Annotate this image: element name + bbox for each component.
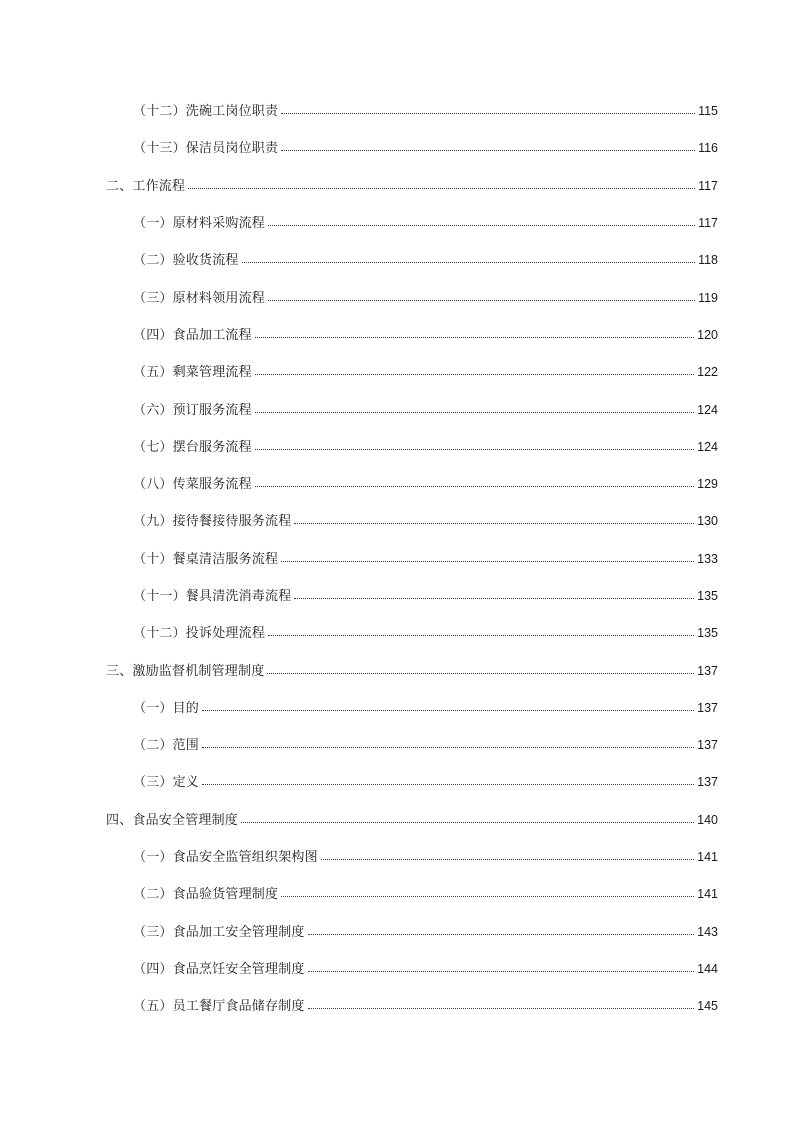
- toc-entry-line: [133, 699, 718, 718]
- toc-page-number: 135: [697, 589, 718, 603]
- toc-dot-leader: [294, 598, 694, 599]
- toc-entry-title: （九）接待餐接待服务流程: [133, 514, 292, 530]
- toc-entry-line: [133, 848, 718, 867]
- toc-page-number: 124: [697, 439, 718, 454]
- toc-entry-title: （五）剩菜管理流程: [133, 365, 252, 381]
- toc-entry-title: 四、食品安全管理制度: [106, 812, 239, 828]
- toc-dot-leader: [255, 486, 694, 487]
- toc-entry-line: [133, 214, 718, 233]
- toc-dot-leader: [308, 1008, 695, 1009]
- toc-dot-leader: [321, 859, 694, 860]
- toc-page-number: 118: [698, 253, 718, 268]
- toc-entry-line: [133, 475, 718, 494]
- toc-entry-line: [133, 923, 718, 942]
- toc-entry-line: [133, 773, 718, 792]
- toc-entry-line: [133, 736, 718, 755]
- toc-entry[interactable]: [0, 130, 793, 167]
- toc-entry-line: [133, 102, 718, 121]
- toc-dot-leader: [255, 412, 694, 413]
- toc-page-number: 129: [697, 477, 718, 492]
- toc-dot-leader: [281, 113, 695, 114]
- toc-entry[interactable]: [0, 727, 793, 764]
- toc-entry-line: [133, 960, 718, 979]
- toc-entry-title: （二）验收货流程: [133, 253, 239, 269]
- toc-entry[interactable]: [0, 168, 793, 205]
- toc-page-number: 137: [697, 700, 718, 715]
- toc-entry-title: （三）食品加工安全管理制度: [133, 924, 305, 940]
- toc-entry-title: （十一）餐具清洗消毒流程: [133, 589, 292, 604]
- toc-entry-title: （十二）洗碗工岗位职责: [133, 104, 279, 120]
- toc-entry[interactable]: [0, 466, 793, 503]
- toc-page-number: 145: [697, 999, 718, 1014]
- toc-entry[interactable]: [0, 951, 793, 988]
- toc-entry-line: [133, 587, 718, 606]
- table-of-contents: [0, 93, 793, 1025]
- toc-entry[interactable]: [0, 690, 793, 727]
- toc-dot-leader: [202, 747, 694, 748]
- toc-page-number: 137: [697, 663, 718, 678]
- toc-page-number: 141: [697, 887, 718, 902]
- toc-dot-leader: [281, 896, 694, 897]
- toc-entry-title: （三）定义: [133, 775, 200, 791]
- toc-entry-title: 三、激励监督机制管理制度: [106, 663, 265, 679]
- toc-entry-title: （一）食品安全监管组织架构图: [133, 850, 318, 866]
- toc-entry-title: （八）传菜服务流程: [133, 477, 252, 493]
- toc-page-number: 117: [698, 216, 718, 231]
- toc-entry[interactable]: [0, 914, 793, 951]
- toc-entry-line: [133, 438, 718, 457]
- toc-entry[interactable]: [0, 279, 793, 316]
- toc-entry-line: [133, 401, 718, 420]
- toc-page-number: 144: [697, 961, 718, 976]
- toc-entry[interactable]: [0, 93, 793, 130]
- toc-dot-leader: [294, 523, 694, 524]
- toc-page-number: 124: [697, 402, 718, 417]
- toc-entry-title: （一）目的: [133, 700, 200, 716]
- toc-entry-title: （四）食品加工流程: [133, 327, 252, 343]
- toc-dot-leader: [202, 784, 694, 785]
- toc-entry-line: [133, 326, 718, 345]
- toc-dot-leader: [255, 449, 694, 450]
- toc-entry-title: 二、工作流程: [106, 178, 186, 194]
- toc-entry-title: （三）原材料领用流程: [133, 290, 266, 306]
- toc-entry[interactable]: [0, 354, 793, 391]
- toc-page-number: 140: [697, 812, 718, 827]
- toc-dot-leader: [241, 822, 694, 823]
- toc-page-number: 117: [698, 178, 718, 193]
- toc-entry[interactable]: [0, 317, 793, 354]
- toc-entry-title: （五）员工餐厅食品储存制度: [133, 999, 305, 1015]
- toc-dot-leader: [202, 710, 694, 711]
- toc-dot-leader: [308, 934, 695, 935]
- toc-entry-line: [106, 662, 718, 681]
- toc-page-number: 143: [697, 924, 718, 939]
- toc-page-number: 116: [698, 141, 718, 156]
- toc-entry-line: [133, 139, 718, 158]
- toc-dot-leader: [281, 561, 694, 562]
- toc-entry-line: [106, 177, 718, 196]
- toc-entry-title: （四）食品烹饪安全管理制度: [133, 961, 305, 977]
- toc-entry-title: （十）餐桌清洁服务流程: [133, 551, 279, 567]
- toc-dot-leader: [268, 635, 694, 636]
- toc-entry-title: （二）食品验货管理制度: [133, 887, 279, 903]
- toc-entry[interactable]: [0, 615, 793, 652]
- toc-entry[interactable]: [0, 242, 793, 279]
- toc-dot-leader: [267, 673, 694, 674]
- toc-entry-line: [106, 811, 718, 830]
- toc-dot-leader: [255, 337, 694, 338]
- toc-entry-title: （六）预订服务流程: [133, 402, 252, 418]
- toc-entry-title: （十二）投诉处理流程: [133, 626, 266, 642]
- toc-entry-line: [133, 289, 718, 308]
- toc-dot-leader: [255, 374, 694, 375]
- toc-page-number: 137: [697, 738, 718, 753]
- toc-entry[interactable]: [0, 876, 793, 913]
- toc-page-number: 122: [697, 365, 718, 380]
- toc-entry-line: [133, 624, 718, 643]
- toc-entry[interactable]: [0, 839, 793, 876]
- toc-dot-leader: [242, 262, 695, 263]
- toc-dot-leader: [188, 188, 695, 189]
- toc-entry-line: [133, 997, 718, 1016]
- toc-entry[interactable]: [0, 541, 793, 578]
- toc-page-number: 120: [697, 327, 718, 342]
- toc-page-number: 135: [697, 626, 718, 641]
- toc-entry[interactable]: [0, 429, 793, 466]
- toc-entry-line: [133, 251, 718, 270]
- toc-page-number: 137: [697, 775, 718, 790]
- toc-entry[interactable]: [0, 764, 793, 801]
- toc-page-number: 141: [697, 850, 718, 865]
- toc-entry[interactable]: [0, 578, 793, 615]
- toc-entry-title: （一）原材料采购流程: [133, 216, 266, 232]
- toc-entry[interactable]: [0, 988, 793, 1025]
- toc-page-number: 119: [698, 290, 718, 305]
- toc-dot-leader: [268, 300, 695, 301]
- toc-entry-line: [133, 550, 718, 569]
- toc-entry[interactable]: [0, 205, 793, 242]
- toc-entry-title: （七）摆台服务流程: [133, 439, 252, 455]
- toc-entry[interactable]: [0, 503, 793, 540]
- toc-dot-leader: [268, 225, 695, 226]
- toc-page-number: 133: [697, 551, 718, 566]
- toc-entry-line: [133, 512, 718, 531]
- toc-entry-title: （二）范围: [133, 738, 200, 754]
- toc-entry[interactable]: [0, 652, 793, 689]
- toc-page-number: 130: [697, 514, 718, 529]
- toc-entry[interactable]: [0, 802, 793, 839]
- toc-entry[interactable]: [0, 391, 793, 428]
- toc-entry-line: [133, 363, 718, 382]
- toc-dot-leader: [308, 971, 695, 972]
- toc-entry-line: [133, 885, 718, 904]
- toc-page-number: 115: [698, 104, 718, 119]
- toc-dot-leader: [281, 150, 695, 151]
- toc-entry-title: （十三）保洁员岗位职责: [133, 141, 279, 157]
